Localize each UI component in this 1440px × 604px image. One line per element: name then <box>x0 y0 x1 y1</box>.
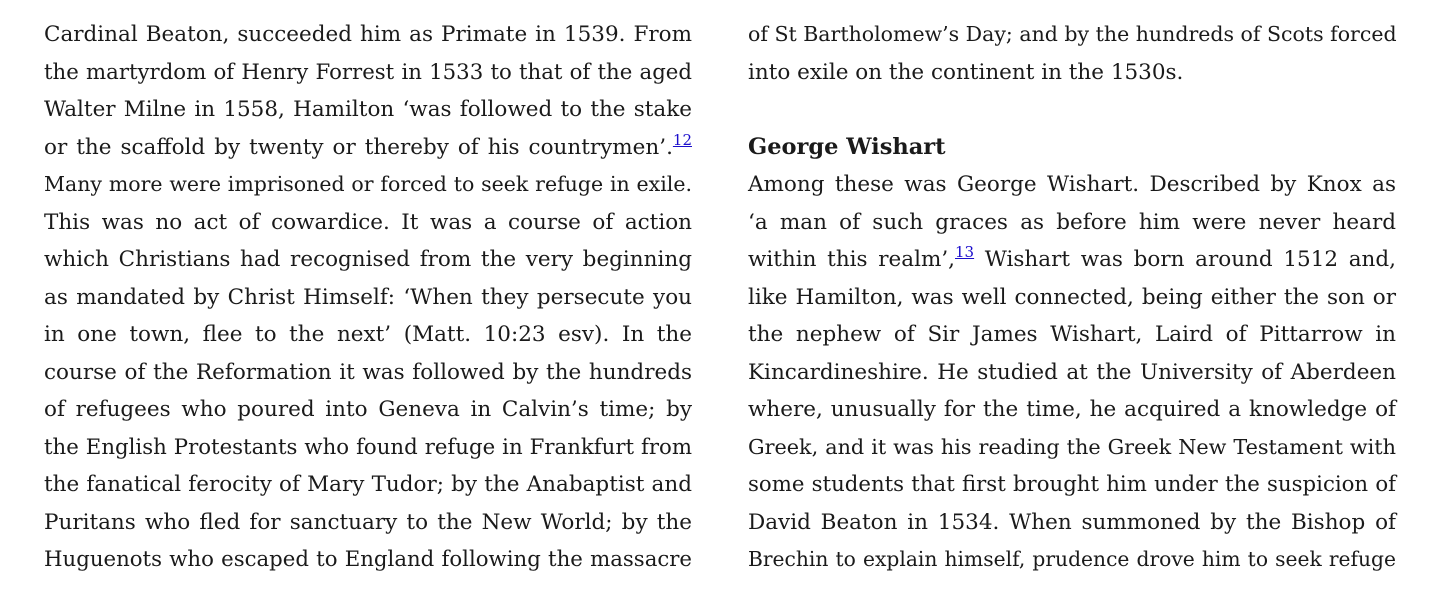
text-line: Cardinal Beaton, succeeded him as Primate in 1539. From <box>44 22 692 47</box>
text-line: Walter Milne in 1558, Hamilton ‘was followed to the stake <box>44 97 692 122</box>
text-line: of St Bartholomew’s Day; and by the hundreds of Scots forced <box>748 22 1397 46</box>
text-line: Greek, and it was his reading the Greek New Testament with <box>748 434 1396 459</box>
text-span: Wishart was born around 1512 and, <box>974 247 1396 272</box>
text-line: the nephew of Sir James Wishart, Laird of Pittarrow in <box>748 322 1396 347</box>
text-line: where, unusually for the time, he acquired a knowledge of <box>748 397 1396 422</box>
text-line-with-footnote <box>44 129 692 167</box>
footnote-link-13[interactable]: 13 <box>955 243 975 261</box>
text-line: Puritans who fled for sanctuary to the New World; by the <box>44 509 692 535</box>
text-line: as mandated by Christ Himself: ‘When they persecute you <box>44 284 692 310</box>
text-line-with-footnote <box>748 241 1396 279</box>
text-line: This was no act of cowardice. It was a course of action <box>44 209 692 235</box>
text-line: some students that first brought him under the suspicion of <box>748 472 1396 497</box>
text-line: Kincardineshire. He studied at the University of Aberdeen <box>748 359 1396 385</box>
footnote-link-12[interactable]: 12 <box>672 130 692 149</box>
text-span: within this realm’, <box>748 247 956 272</box>
text-line: which Christians had recognised from the very beginning <box>44 247 692 272</box>
text-line: into exile on the continent in the 1530s. <box>748 59 1184 85</box>
text-line: in one town, flee to the next’ (Matt. 10:23 esv). In the <box>44 322 692 347</box>
text-span: or the scaffold by twenty or thereby of his countrymen’. <box>44 134 673 160</box>
text-line: like Hamilton, was well connected, being either the son or <box>748 284 1396 310</box>
text-line: David Beaton in 1534. When summoned by the Bishop of <box>748 509 1396 535</box>
text-line: Huguenots who escaped to England following the massacre <box>44 547 692 572</box>
text-line: course of the Reformation it was followed by the hundreds <box>44 359 692 385</box>
page-spread <box>44 16 1396 579</box>
section-heading: George Wishart <box>748 133 946 160</box>
paragraph-gap <box>748 91 1396 129</box>
text-line: the martyrdom of Henry Forrest in 1533 to that of the aged <box>44 59 692 85</box>
text-line: ‘a man of such graces as before him were never heard <box>748 209 1396 235</box>
text-line: the fanatical ferocity of Mary Tudor; by the Anabaptist and <box>44 472 692 497</box>
text-line: the English Protestants who found refuge in Frankfurt from <box>44 434 692 460</box>
text-line: Many more were imprisoned or forced to seek refuge in exile. <box>44 172 692 196</box>
text-line: Among these was George Wishart. Described by Knox as <box>748 172 1396 197</box>
text-line: of refugees who poured into Geneva in Calvin’s time; by <box>44 397 692 422</box>
text-line: Brechin to explain himself, prudence drove him to seek refuge <box>748 547 1396 571</box>
right-column <box>748 16 1396 579</box>
left-column <box>44 16 692 579</box>
